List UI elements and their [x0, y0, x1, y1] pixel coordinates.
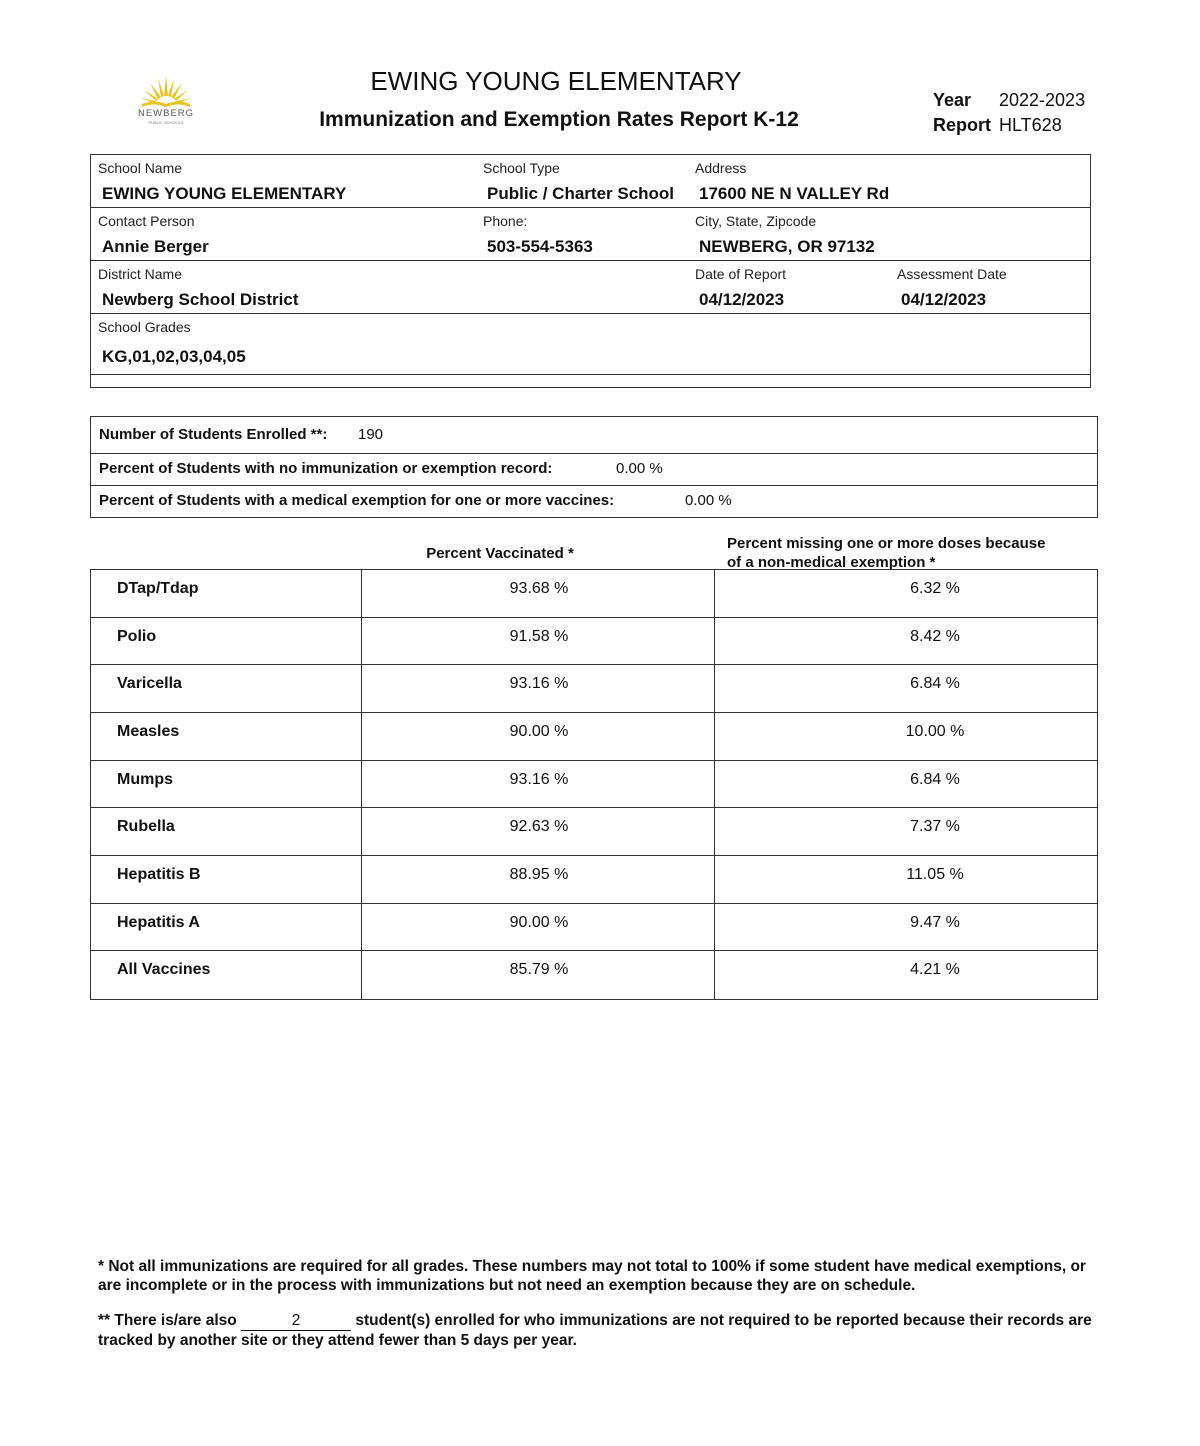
- table-row: [91, 856, 1097, 904]
- vaccine-name: Hepatitis A: [117, 913, 200, 931]
- vaccine-name: All Vaccines: [117, 961, 211, 979]
- vaccine-name: Rubella: [117, 818, 175, 836]
- percent-nonmedical-exemption: 11.05 %: [906, 866, 964, 883]
- table-row: [91, 618, 1097, 666]
- district-value: Newberg School District: [102, 290, 299, 309]
- col-header-vaccinated: Percent Vaccinated *: [426, 545, 574, 562]
- report-value: HLT628: [999, 115, 1062, 135]
- logo-text: NEWBERG: [137, 108, 195, 119]
- divider: [91, 374, 1090, 375]
- report-subtitle: Immunization and Exemption Rates Report K-12: [319, 108, 799, 131]
- report-date-label: Date of Report: [695, 266, 787, 282]
- page-title: EWING YOUNG ELEMENTARY: [370, 66, 742, 96]
- contact-label: Contact Person: [98, 213, 195, 229]
- address-value: 17600 NE N VALLEY Rd: [699, 184, 890, 203]
- address-label: Address: [695, 160, 747, 176]
- percent-vaccinated: 93.16 %: [509, 770, 569, 788]
- medical-exemption-label: Percent of Students with a medical exemption for one or more vaccines:: [99, 492, 615, 509]
- col-header-nonmedical-line2: of a non-medical exemption *: [727, 554, 936, 571]
- percent-nonmedical-exemption: 6.84 %: [910, 675, 960, 693]
- divider: [91, 260, 1090, 261]
- percent-nonmedical-exemption: 6.32 %: [910, 580, 960, 597]
- report-label: Report: [933, 115, 991, 135]
- no-record-row: [91, 454, 1097, 486]
- percent-nonmedical-exemption: 6.84 %: [910, 770, 960, 788]
- table-row: [91, 951, 1097, 999]
- school-info-box: [90, 154, 1091, 388]
- footnote-double-star: [98, 1311, 1108, 1350]
- enrolled-row: [91, 417, 1097, 454]
- logo-subtext: PUBLIC SCHOOLS: [148, 120, 184, 125]
- percent-vaccinated: 92.63 %: [509, 818, 569, 836]
- phone-value: 503-554-5363: [487, 237, 593, 256]
- footnote-suffix: student(s) enrolled for who immunizations are not required to be reported because their records are tracked by another site or they attend fewer than 5 days per year.: [98, 1312, 1092, 1349]
- table-row: [91, 713, 1097, 761]
- school-type-value: Public / Charter School: [487, 184, 675, 203]
- no-record-value: 0.00 %: [616, 460, 663, 477]
- vaccine-table: [90, 569, 1098, 1000]
- percent-nonmedical-exemption: 10.00 %: [905, 723, 965, 740]
- percent-nonmedical-exemption: 8.42 %: [910, 627, 960, 645]
- report-date-value: 04/12/2023: [699, 290, 785, 309]
- city-label: City, State, Zipcode: [695, 213, 817, 229]
- contact-value: Annie Berger: [102, 237, 209, 256]
- vaccine-name: Hepatitis B: [117, 866, 201, 883]
- percent-vaccinated: 90.00 %: [509, 723, 569, 740]
- medical-exemption-row: [91, 486, 1097, 517]
- medical-exemption-value: 0.00 %: [685, 492, 732, 509]
- vaccine-name: Mumps: [117, 770, 173, 788]
- year-label: Year: [933, 90, 972, 110]
- table-row: [91, 761, 1097, 809]
- year-value: 2022-2023: [999, 90, 1086, 110]
- enrolled-value: 190: [358, 426, 384, 443]
- assessment-date-label: Assessment Date: [897, 266, 1007, 282]
- phone-label: Phone:: [483, 213, 528, 229]
- assessment-date-value: 04/12/2023: [901, 290, 987, 309]
- excluded-student-count: 2: [241, 1311, 351, 1331]
- vaccine-name: DTap/Tdap: [117, 580, 199, 597]
- col-header-nonmedical: [727, 534, 1045, 572]
- footnote-prefix: ** There is/are also: [98, 1312, 237, 1329]
- table-row: [91, 808, 1097, 856]
- divider: [91, 207, 1090, 208]
- percent-vaccinated: 91.58 %: [509, 627, 569, 645]
- table-row: [91, 904, 1097, 952]
- enrollment-stats-box: [90, 416, 1098, 518]
- percent-vaccinated: 90.00 %: [509, 913, 569, 931]
- vaccine-name: Measles: [117, 723, 180, 740]
- table-row: [91, 665, 1097, 713]
- percent-vaccinated: 88.95 %: [509, 866, 569, 883]
- school-name-value: EWING YOUNG ELEMENTARY: [102, 184, 347, 203]
- grades-label: School Grades: [98, 319, 191, 335]
- percent-vaccinated: 93.68 %: [509, 580, 569, 597]
- city-value: NEWBERG, OR 97132: [699, 237, 875, 256]
- no-record-label: Percent of Students with no immunization or exemption record:: [99, 460, 553, 477]
- school-name-label: School Name: [98, 160, 183, 176]
- vaccine-name: Polio: [117, 627, 157, 645]
- divider: [91, 313, 1090, 314]
- percent-vaccinated: 93.16 %: [509, 675, 569, 693]
- school-type-label: School Type: [483, 160, 560, 176]
- footnote-single-star: * Not all immunizations are required for all grades. These numbers may not total to 100% if some student have medical exemptions, or are incomplete or in the process with immunizations but not need an exemption because they are on schedule.: [98, 1258, 1086, 1294]
- percent-nonmedical-exemption: 4.21 %: [910, 961, 960, 979]
- enrolled-label: Number of Students Enrolled **:: [99, 426, 328, 443]
- percent-vaccinated: 85.79 %: [509, 961, 569, 979]
- col-header-nonmedical-line1: Percent missing one or more doses because: [727, 535, 1046, 552]
- table-row: [91, 570, 1097, 618]
- district-label: District Name: [98, 266, 183, 282]
- vaccine-name: Varicella: [117, 675, 182, 693]
- newberg-logo: [128, 74, 204, 130]
- percent-nonmedical-exemption: 7.37 %: [910, 818, 960, 836]
- percent-nonmedical-exemption: 9.47 %: [910, 913, 960, 931]
- grades-value: KG,01,02,03,04,05: [102, 347, 246, 366]
